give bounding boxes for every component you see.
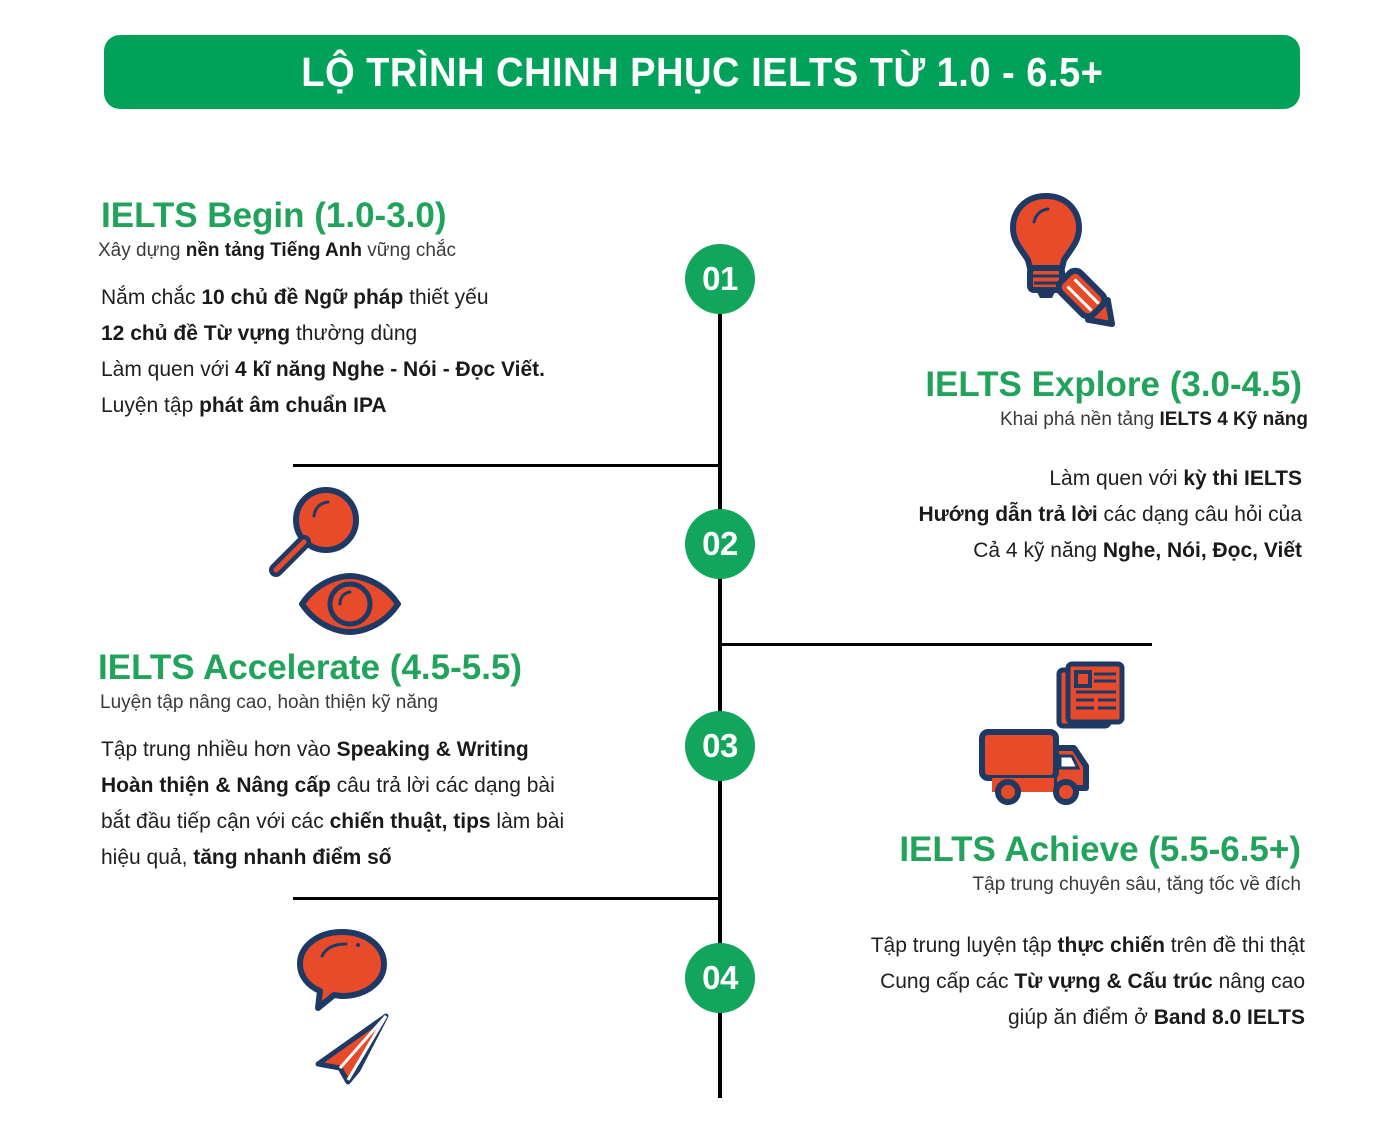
stage-subtitle xyxy=(871,872,1301,898)
step-badge-03: 03 xyxy=(685,711,755,781)
stage-subtitle xyxy=(98,238,545,264)
stage-accelerate xyxy=(98,648,564,876)
point-item: Hướng dẫn trả lời các dạng câu hỏi của xyxy=(918,503,1302,526)
stage-subtitle xyxy=(918,407,1308,433)
stage-points xyxy=(101,280,545,424)
stage-explore xyxy=(918,365,1308,569)
stage-subtitle xyxy=(100,690,564,716)
stage-achieve xyxy=(870,830,1305,1036)
point-item: Làm quen với kỳ thi IELTS xyxy=(1049,467,1302,490)
timeline-divider-1 xyxy=(293,464,720,467)
subtitle-text: Khai phá nền tảng xyxy=(999,409,1160,430)
point-item: giúp ăn điểm ở Band 8.0 IELTS xyxy=(1008,1006,1305,1029)
subtitle-text: Luyện tập nâng cao, hoàn thiện kỹ năng xyxy=(100,692,439,713)
stage-points xyxy=(101,732,564,876)
subtitle-bold: nền tảng Tiếng Anh xyxy=(185,240,362,261)
newspaper-icon xyxy=(1056,660,1126,730)
speech-bubble-icon xyxy=(296,928,388,1012)
pencil-icon xyxy=(1050,262,1126,338)
subtitle-text: Tập trung chuyên sâu, tăng tốc về đích xyxy=(972,874,1301,895)
stage-begin xyxy=(98,196,546,424)
step-badge-01: 01 xyxy=(685,244,755,314)
page-title: LỘ TRÌNH CHINH PHỤC IELTS TỪ 1.0 - 6.5+ xyxy=(300,48,1104,95)
point-item: hiệu quả, tăng nhanh điểm số xyxy=(101,846,392,869)
stage-title: IELTS Accelerate (4.5-5.5) xyxy=(98,648,523,687)
point-item: Cả 4 kỹ năng Nghe, Nói, Đọc, Viết xyxy=(973,539,1302,562)
subtitle-bold: IELTS 4 Kỹ năng xyxy=(1159,409,1308,430)
stage-points xyxy=(918,461,1302,569)
step-badge-04: 04 xyxy=(685,943,755,1013)
stage-points xyxy=(871,928,1305,1036)
point-item: Tập trung nhiều hơn vào Speaking & Writing xyxy=(101,738,529,761)
stage-title: IELTS Explore (3.0-4.5) xyxy=(925,365,1302,404)
paper-plane-icon xyxy=(314,1012,392,1086)
timeline-divider-2 xyxy=(720,643,1152,646)
point-item: Tập trung luyện tập thực chiến trên đề thi thật xyxy=(870,934,1305,957)
eye-icon xyxy=(298,572,402,636)
point-item: Luyện tập phát âm chuẩn IPA xyxy=(101,394,387,417)
point-item: Hoàn thiện & Nâng cấp câu trả lời các dạng bài xyxy=(101,774,555,797)
truck-icon xyxy=(978,728,1092,806)
point-item: Cung cấp các Từ vựng & Cấu trúc nâng cao xyxy=(880,970,1305,993)
timeline-divider-3 xyxy=(293,897,720,900)
magnifier-icon xyxy=(266,484,366,580)
subtitle-text: vững chắc xyxy=(362,240,457,261)
subtitle-text: Xây dựng xyxy=(98,240,186,261)
point-item: Làm quen với 4 kĩ năng Nghe - Nói - Đọc Viết. xyxy=(101,358,546,381)
point-item: 12 chủ đề Từ vựng thường dùng xyxy=(101,322,418,345)
point-item: bắt đầu tiếp cận với các chiến thuật, tips làm bài xyxy=(101,810,565,833)
point-item: Nắm chắc 10 chủ đề Ngữ pháp thiết yếu xyxy=(101,286,489,309)
title-banner xyxy=(104,35,1300,109)
step-badge-02: 02 xyxy=(685,509,755,579)
stage-title: IELTS Begin (1.0-3.0) xyxy=(101,196,447,235)
stage-title: IELTS Achieve (5.5-6.5+) xyxy=(899,830,1301,869)
